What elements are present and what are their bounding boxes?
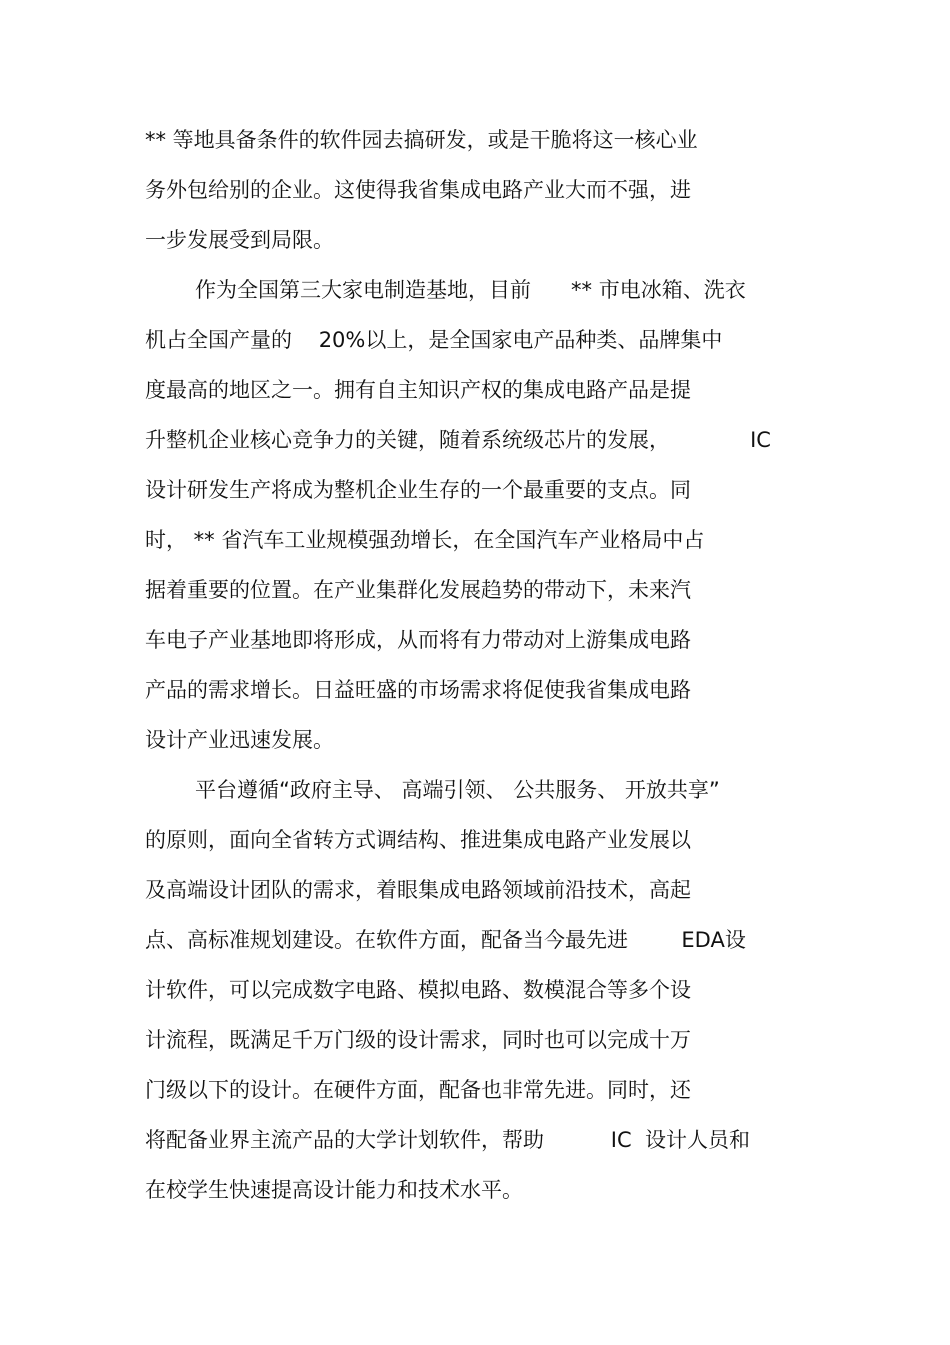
text-line-5: 机占全国产量的 20%以上，是全国家电产品种类、品牌集中 xyxy=(145,328,723,352)
text-line-20: 门级以下的设计。在硬件方面，配备也非常先进。同时，还 xyxy=(145,1078,691,1102)
text-line-9: 时， ** 省汽车工业规模强劲增长，在全国汽车产业格局中占 xyxy=(145,528,705,552)
text-line-8: 设计研发生产将成为整机企业生存的一个最重要的支点。同 xyxy=(145,478,691,502)
text-line-11: 车电子产业基地即将形成，从而将有力带动对上游集成电路 xyxy=(145,628,691,652)
text-line-10: 据着重要的位置。在产业集群化发展趋势的带动下，未来汽 xyxy=(145,578,691,602)
text-line-6: 度最高的地区之一。拥有自主知识产权的集成电路产品是提 xyxy=(145,378,691,402)
text-line-13: 设计产业迅速发展。 xyxy=(145,728,334,752)
text-line-21: 将配备业界主流产品的大学计划软件，帮助 IC 设计人员和 xyxy=(145,1128,750,1152)
text-line-12: 产品的需求增长。日益旺盛的市场需求将促使我省集成电路 xyxy=(145,678,691,702)
text-line-22: 在校学生快速提高设计能力和技术水平。 xyxy=(145,1178,523,1202)
text-line-18: 计软件，可以完成数字电路、模拟电路、数模混合等多个设 xyxy=(145,978,691,1002)
text-line-17: 点、高标准规划建设。在软件方面，配备当今最先进 EDA设 xyxy=(145,928,746,952)
text-line-4: 作为全国第三大家电制造基地，目前 ** 市电冰箱、洗衣 xyxy=(195,278,746,302)
text-line-16: 及高端设计团队的需求，着眼集成电路领域前沿技术，高起 xyxy=(145,878,691,902)
text-line-1: ** 等地具备条件的软件园去搞研发，或是干脆将这一核心业 xyxy=(145,128,698,152)
text-line-7: 升整机企业核心竞争力的关键，随着系统级芯片的发展， IC xyxy=(145,428,771,452)
text-line-19: 计流程，既满足千万门级的设计需求，同时也可以完成十万 xyxy=(145,1028,691,1052)
text-line-3: 一步发展受到局限。 xyxy=(145,228,334,252)
text-line-15: 的原则，面向全省转方式调结构、推进集成电路产业发展以 xyxy=(145,828,691,852)
text-line-14: 平台遵循“政府主导、 高端引领、 公共服务、 开放共享” xyxy=(195,778,720,802)
text-line-2: 务外包给别的企业。这使得我省集成电路产业大而不强，进 xyxy=(145,178,691,202)
